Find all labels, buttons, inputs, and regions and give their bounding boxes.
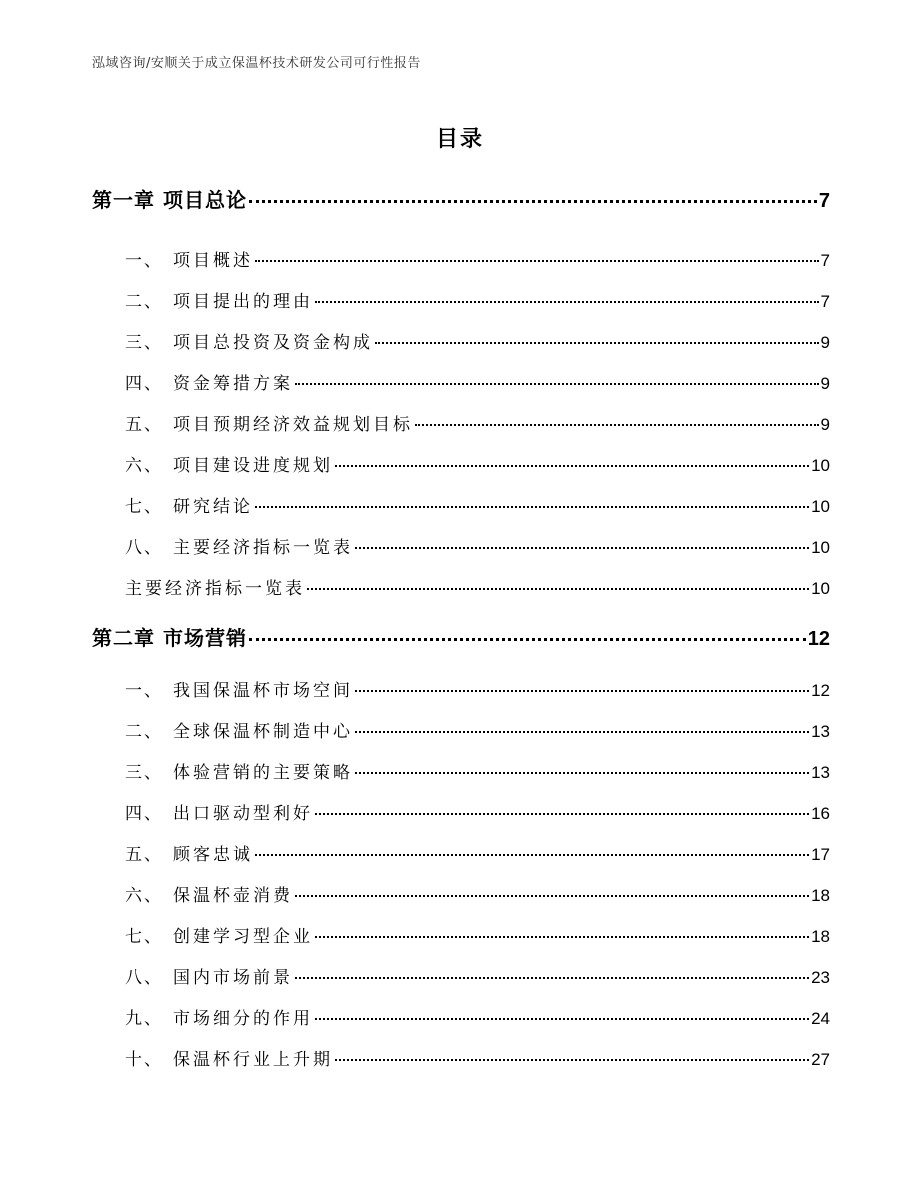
entry-title: 主要经济指标一览表 [125, 579, 305, 599]
entry-title: 顾客忠诚 [173, 845, 253, 865]
page-number: 10 [811, 497, 830, 516]
page-number: 9 [820, 415, 830, 434]
dot-leader [295, 895, 809, 897]
entry-number: 一、 [125, 251, 163, 271]
entry-title: 保温杯行业上升期 [173, 1050, 333, 1070]
chapter-number: 第一章 [92, 188, 155, 212]
toc-entry[interactable] [125, 676, 830, 701]
page-number: 10 [811, 579, 830, 598]
entry-number: 二、 [125, 292, 163, 312]
entry-title: 项目建设进度规划 [173, 456, 333, 476]
dot-leader [355, 772, 809, 774]
entry-title: 国内市场前景 [173, 968, 293, 988]
page-number: 13 [811, 722, 830, 741]
toc-entry-table[interactable] [125, 574, 830, 599]
page-number: 16 [811, 804, 830, 823]
toc-entry[interactable] [125, 840, 830, 865]
entry-title: 项目提出的理由 [173, 292, 313, 312]
entry-number: 十、 [125, 1050, 163, 1070]
page-number: 13 [811, 763, 830, 782]
dot-leader [255, 506, 809, 508]
entry-title: 主要经济指标一览表 [173, 538, 353, 558]
page-number: 7 [818, 190, 830, 212]
entry-title: 体验营销的主要策略 [173, 763, 353, 783]
page-number: 9 [820, 374, 830, 393]
dot-leader [335, 1059, 809, 1061]
page-number: 23 [811, 968, 830, 987]
entry-number: 六、 [125, 456, 163, 476]
toc-entry[interactable] [125, 922, 830, 947]
entry-number: 五、 [125, 845, 163, 865]
entry-title: 保温杯壶消费 [173, 886, 293, 906]
entry-title: 市场细分的作用 [173, 1009, 313, 1029]
entry-number: 一、 [125, 681, 163, 701]
entry-number: 三、 [125, 763, 163, 783]
toc-entry[interactable] [125, 1045, 830, 1070]
dot-leader [355, 547, 809, 549]
chapter-title: 市场营销 [163, 626, 247, 650]
dot-leader [315, 936, 809, 938]
entry-number: 六、 [125, 886, 163, 906]
entry-title: 项目总投资及资金构成 [173, 333, 373, 353]
entry-number: 二、 [125, 722, 163, 742]
page-number: 18 [811, 886, 830, 905]
toc-entry[interactable] [125, 492, 830, 517]
entry-title: 项目预期经济效益规划目标 [173, 415, 413, 435]
page-number: 12 [811, 681, 830, 700]
page-title: 目录 [435, 127, 484, 152]
entry-title: 项目概述 [173, 251, 253, 271]
page-number: 27 [811, 1050, 830, 1069]
entry-title: 我国保温杯市场空间 [173, 681, 353, 701]
entry-title: 资金筹措方案 [173, 374, 293, 394]
dot-leader [355, 690, 809, 692]
dot-leader [255, 260, 819, 262]
dot-leader [295, 383, 819, 385]
entry-number: 七、 [125, 927, 163, 947]
toc-entry[interactable] [125, 758, 830, 783]
entry-number: 七、 [125, 497, 163, 517]
page-number: 10 [811, 538, 830, 557]
page-number: 17 [811, 845, 830, 864]
toc-entry[interactable] [125, 246, 830, 271]
page-number: 7 [820, 251, 830, 270]
dot-leader [355, 731, 809, 733]
entry-title: 出口驱动型利好 [173, 804, 313, 824]
dot-leader [255, 854, 809, 856]
page-number: 10 [811, 456, 830, 475]
page-number: 9 [820, 333, 830, 352]
page-number: 24 [811, 1009, 830, 1028]
toc-entry[interactable] [125, 451, 830, 476]
page-number: 12 [807, 628, 830, 650]
toc-entry[interactable] [125, 881, 830, 906]
entry-title: 全球保温杯制造中心 [173, 722, 353, 742]
page-number: 18 [811, 927, 830, 946]
toc-entry[interactable] [125, 287, 830, 312]
entry-number: 四、 [125, 374, 163, 394]
toc-entry[interactable] [125, 410, 830, 435]
entry-number: 九、 [125, 1009, 163, 1029]
toc-entry[interactable] [125, 328, 830, 353]
chapter-number: 第二章 [92, 626, 155, 650]
toc-entry[interactable] [125, 963, 830, 988]
dot-leader [295, 977, 809, 979]
dot-leader [315, 813, 809, 815]
dot-leader [415, 424, 819, 426]
toc-chapter-1[interactable] [92, 184, 830, 213]
dot-leader [307, 588, 809, 590]
toc-chapter-2[interactable] [92, 622, 830, 651]
toc-entry[interactable] [125, 369, 830, 394]
entry-number: 四、 [125, 804, 163, 824]
page-number: 7 [820, 292, 830, 311]
entry-number: 八、 [125, 968, 163, 988]
entry-title: 研究结论 [173, 497, 253, 517]
dot-leader [249, 638, 806, 641]
entry-number: 五、 [125, 415, 163, 435]
entry-number: 三、 [125, 333, 163, 353]
dot-leader [315, 301, 819, 303]
entry-number: 八、 [125, 538, 163, 558]
dot-leader [375, 342, 819, 344]
toc-entry[interactable] [125, 533, 830, 558]
entry-title: 创建学习型企业 [173, 927, 313, 947]
dot-leader [249, 200, 817, 203]
toc-entry[interactable] [125, 717, 830, 742]
toc-entry[interactable] [125, 799, 830, 824]
running-header: 泓域咨询/安顺关于成立保温杯技术研发公司可行性报告 [92, 56, 421, 71]
chapter-title: 项目总论 [163, 188, 247, 212]
dot-leader [315, 1018, 809, 1020]
dot-leader [335, 465, 809, 467]
toc-entry[interactable] [125, 1004, 830, 1029]
